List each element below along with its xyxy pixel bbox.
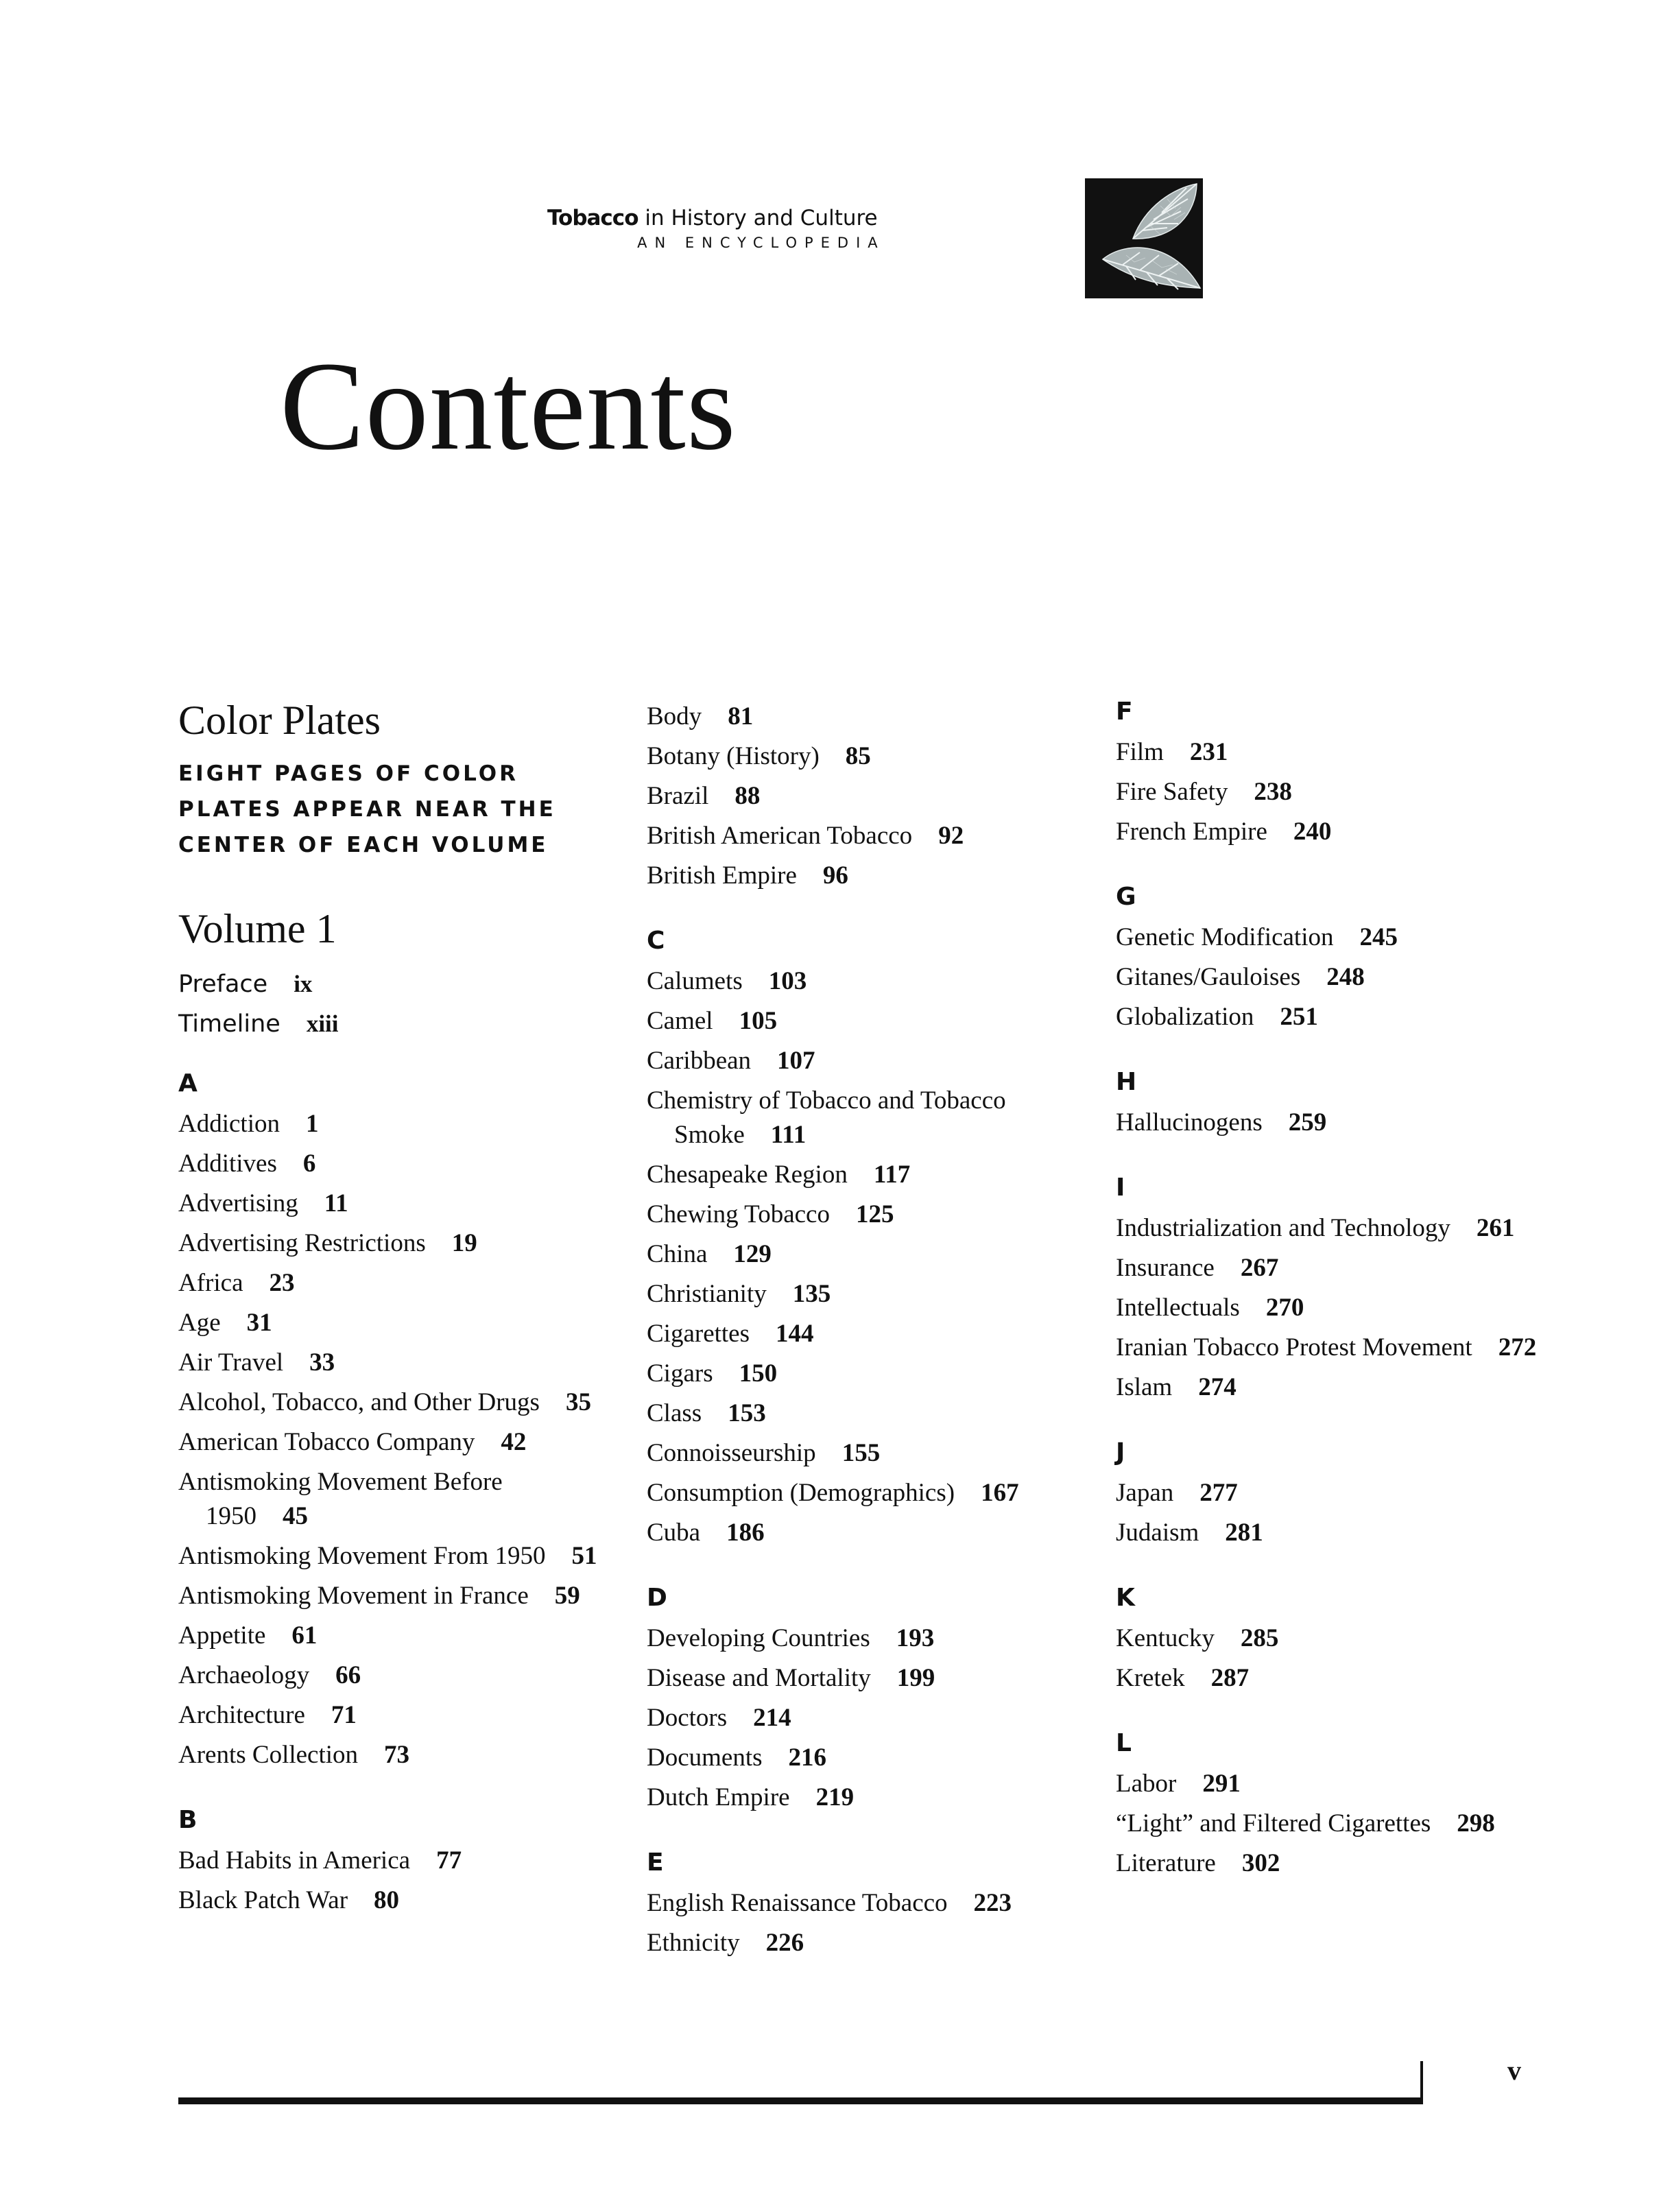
entry-title: Doctors	[647, 1704, 728, 1732]
entry-title: Genetic Modification	[1116, 923, 1334, 951]
series-title	[547, 206, 878, 230]
entry-title: Iranian Tobacco Protest Movement	[1116, 1333, 1472, 1361]
entry-title: Class	[647, 1399, 702, 1427]
entry-page: 105	[739, 1007, 778, 1035]
entry-page: 88	[735, 782, 761, 810]
entry-title: Developing Countries	[647, 1624, 870, 1652]
toc-entry[interactable]	[647, 1004, 1072, 1038]
section-letter-j: J	[1116, 1438, 1125, 1466]
toc-entry[interactable]	[178, 1306, 604, 1340]
toc-entry[interactable]	[1116, 1106, 1541, 1140]
toc-entry[interactable]	[1116, 920, 1541, 955]
toc-entry[interactable]	[1116, 735, 1541, 770]
section-letter-e: E	[647, 1848, 664, 1877]
series-subtitle: AN ENCYCLOPEDIA	[637, 235, 885, 251]
entry-title: Chesapeake Region	[647, 1161, 848, 1189]
entry-title: Industrialization and Technology	[1116, 1214, 1450, 1242]
entry-page: 298	[1457, 1809, 1495, 1838]
toc-entry[interactable]	[1116, 1370, 1541, 1405]
prelim-title: Preface	[178, 971, 268, 998]
entry-title: British Empire	[647, 861, 797, 890]
entry-title: Antismoking Movement in France	[178, 1582, 529, 1610]
entry-title: Body	[647, 702, 702, 730]
toc-entry[interactable]	[647, 1621, 1072, 1656]
entry-page: 291	[1202, 1770, 1241, 1798]
entry-title: Japan	[1116, 1479, 1174, 1507]
toc-entry[interactable]	[178, 1187, 604, 1221]
entry-title: Kentucky	[1116, 1624, 1215, 1652]
toc-entry[interactable]	[1116, 775, 1541, 809]
leaf-logo	[1085, 178, 1203, 298]
entry-page: 59	[554, 1582, 580, 1610]
entry-page: 23	[269, 1269, 295, 1297]
series-title-rest: in History and Culture	[645, 206, 878, 230]
toc-entry[interactable]	[647, 964, 1072, 999]
entry-page: 35	[565, 1388, 591, 1416]
entry-page: 267	[1240, 1254, 1279, 1282]
toc-entry[interactable]	[647, 1044, 1072, 1078]
toc-entry[interactable]	[1116, 1621, 1541, 1656]
toc-entry[interactable]	[647, 700, 1072, 734]
entry-title: Arents Collection	[178, 1741, 359, 1769]
toc-entry[interactable]	[1116, 1331, 1541, 1365]
entry-title: Globalization	[1116, 1003, 1254, 1031]
toc-entry[interactable]	[647, 1781, 1072, 1815]
toc-entry[interactable]	[1116, 815, 1541, 849]
entry-page: 6	[302, 1150, 316, 1178]
entry-title: Literature	[1116, 1849, 1216, 1877]
toc-entry[interactable]	[178, 1698, 604, 1733]
entry-page: 81	[728, 702, 754, 730]
entry-title: China	[647, 1240, 708, 1268]
entry-title: Intellectuals	[1116, 1294, 1240, 1322]
toc-entry[interactable]	[1116, 1211, 1541, 1246]
toc-entry[interactable]	[1116, 1291, 1541, 1325]
entry-page: 272	[1498, 1333, 1537, 1361]
entry-page: 19	[451, 1229, 477, 1257]
toc-entry[interactable]	[1116, 1000, 1541, 1034]
entry-page: 111	[770, 1121, 807, 1149]
entry-list	[178, 1844, 604, 1918]
entry-title: Alcohol, Tobacco, and Other Drugs	[178, 1388, 540, 1416]
toc-entry[interactable]	[647, 819, 1072, 853]
toc-entry[interactable]	[1116, 960, 1541, 995]
entry-title: Calumets	[647, 967, 743, 995]
entry-title: Christianity	[647, 1280, 767, 1308]
entry-page: 61	[291, 1621, 318, 1650]
section-letter-h: H	[1116, 1068, 1137, 1096]
entry-page: 261	[1476, 1214, 1515, 1242]
entry-title: Fire Safety	[1116, 778, 1228, 806]
entry-title: Kretek	[1116, 1664, 1185, 1692]
entry-title: Africa	[178, 1269, 243, 1297]
entry-list	[647, 1621, 1072, 1815]
entry-page: 73	[384, 1741, 410, 1769]
entry-list	[647, 964, 1072, 1550]
entry-page: 96	[822, 861, 848, 890]
entry-list	[1116, 1476, 1541, 1550]
entry-title: Ethnicity	[647, 1929, 740, 1957]
section-letter-k: K	[1116, 1584, 1135, 1612]
entry-list	[1116, 920, 1541, 1034]
entry-page: 45	[283, 1502, 308, 1530]
entry-title: American Tobacco Company	[178, 1428, 475, 1456]
section-letter-i: I	[1116, 1174, 1125, 1202]
entry-title: Camel	[647, 1007, 713, 1035]
entry-page: 33	[309, 1348, 335, 1377]
toc-entry[interactable]	[647, 739, 1072, 774]
toc-entry[interactable]	[178, 1425, 604, 1460]
toc-entry[interactable]	[178, 1883, 604, 1918]
entry-page: 277	[1199, 1479, 1238, 1507]
toc-entry[interactable]	[178, 1579, 604, 1613]
toc-entry[interactable]	[178, 1107, 604, 1141]
toc-entry[interactable]	[647, 1476, 1072, 1510]
entry-title: Gitanes/Gauloises	[1116, 963, 1301, 991]
section-letter-b: B	[178, 1806, 198, 1834]
entry-title: Archaeology	[178, 1661, 310, 1689]
entry-title: Black Patch War	[178, 1886, 348, 1914]
entry-page: 281	[1225, 1519, 1263, 1547]
entry-list	[647, 1886, 1072, 1960]
toc-entry[interactable]	[647, 1317, 1072, 1351]
prelim-title: Timeline	[178, 1010, 280, 1038]
entry-page: 31	[246, 1309, 272, 1337]
entry-title: Antismoking Movement From 1950	[178, 1542, 546, 1570]
entry-title: British American Tobacco	[647, 822, 913, 850]
entry-title: Advertising Restrictions	[178, 1229, 426, 1257]
entry-page: 223	[973, 1889, 1012, 1917]
toc-entry[interactable]	[1116, 1846, 1541, 1881]
entry-title: Age	[178, 1309, 221, 1337]
entry-title: Air Travel	[178, 1348, 284, 1377]
volume-heading: Volume 1	[178, 906, 337, 951]
entry-title: Botany (History)	[647, 742, 820, 770]
entry-page: 150	[739, 1359, 778, 1388]
entry-page: 240	[1293, 818, 1332, 846]
entry-title: Film	[1116, 738, 1164, 766]
entry-page: 226	[765, 1929, 804, 1957]
entry-page: 193	[896, 1624, 935, 1652]
entry-page: 71	[331, 1701, 357, 1729]
prelim-page: xiii	[306, 1010, 339, 1037]
color-plates-line: CENTER OF EACH VOLUME	[178, 833, 549, 857]
entry-title: Disease and Mortality	[647, 1664, 871, 1692]
entry-list	[1116, 1106, 1541, 1140]
entry-page: 270	[1265, 1294, 1304, 1322]
entry-list	[1116, 735, 1541, 849]
toc-entry[interactable]	[1116, 1807, 1541, 1841]
toc-entry[interactable]	[647, 1701, 1072, 1735]
toc-entry[interactable]	[1116, 1251, 1541, 1285]
toc-entry[interactable]	[178, 1738, 604, 1772]
toc-entry[interactable]	[178, 1226, 604, 1261]
entry-title: Dutch Empire	[647, 1783, 790, 1811]
entry-title: Connoisseurship	[647, 1439, 816, 1467]
toc-entry[interactable]	[647, 1237, 1072, 1272]
entry-page: 129	[733, 1240, 772, 1268]
toc-entry[interactable]	[647, 779, 1072, 813]
entry-title: Caribbean	[647, 1047, 752, 1075]
entry-page: 107	[777, 1047, 815, 1075]
entry-title: Bad Habits in America	[178, 1846, 411, 1875]
section-letter-f: F	[1116, 698, 1133, 726]
entry-page: 199	[896, 1664, 935, 1692]
toc-entry[interactable]	[647, 1661, 1072, 1696]
bottom-rule	[178, 2097, 1423, 2104]
entry-title: English Renaissance Tobacco	[647, 1889, 948, 1917]
toc-entry[interactable]	[647, 1516, 1072, 1550]
toc-entry[interactable]	[647, 1926, 1072, 1960]
toc-entry[interactable]	[647, 1357, 1072, 1391]
toc-entry[interactable]	[1116, 1516, 1541, 1550]
entry-title: “Light” and Filtered Cigarettes	[1116, 1809, 1431, 1838]
entry-page: 216	[788, 1744, 827, 1772]
entry-page: 251	[1280, 1003, 1318, 1031]
entry-page: 144	[776, 1320, 814, 1348]
entry-page: 103	[768, 967, 807, 995]
toc-entry[interactable]	[647, 1396, 1072, 1431]
entry-title: Advertising	[178, 1189, 298, 1217]
bottom-rule-tick	[1420, 2061, 1423, 2104]
page-number: v	[1507, 2055, 1521, 2086]
toc-entry[interactable]	[647, 1741, 1072, 1775]
toc-entry[interactable]	[178, 1386, 604, 1420]
entry-title: Insurance	[1116, 1254, 1215, 1282]
entry-page: 167	[981, 1479, 1019, 1507]
prelim-item[interactable]	[178, 964, 604, 1004]
toc-entry[interactable]	[178, 1266, 604, 1300]
column-1	[178, 700, 604, 1953]
toc-entry[interactable]	[1116, 1767, 1541, 1801]
entry-list	[1116, 1211, 1541, 1405]
entry-title: French Empire	[1116, 818, 1267, 846]
toc-entry[interactable]	[1116, 1476, 1541, 1510]
entry-title: Cigars	[647, 1359, 713, 1388]
toc-entry[interactable]	[178, 1619, 604, 1653]
column-2	[647, 700, 1072, 1996]
entry-page: 302	[1241, 1849, 1280, 1877]
entry-title: Cuba	[647, 1519, 701, 1547]
entry-page: 66	[335, 1661, 361, 1689]
toc-entry[interactable]	[1116, 1661, 1541, 1696]
toc-entry[interactable]	[647, 1886, 1072, 1920]
section-letter-c: C	[647, 927, 665, 955]
entry-page: 248	[1326, 963, 1365, 991]
entry-page: 274	[1198, 1373, 1237, 1401]
entry-page: 153	[728, 1399, 766, 1427]
toc-entry[interactable]	[647, 859, 1072, 893]
entry-title: Additives	[178, 1150, 277, 1178]
color-plates-line: PLATES APPEAR NEAR THE	[178, 797, 556, 822]
toc-entry[interactable]	[647, 1084, 1072, 1152]
entry-page: 285	[1240, 1624, 1279, 1652]
toc-entry[interactable]	[647, 1436, 1072, 1471]
entry-title: Brazil	[647, 782, 709, 810]
section-letter-l: L	[1116, 1729, 1132, 1757]
entry-page: 231	[1189, 738, 1228, 766]
entry-page: 245	[1359, 923, 1398, 951]
entry-page: 219	[815, 1783, 855, 1811]
section-letter-a: A	[178, 1069, 198, 1097]
toc-entry[interactable]	[647, 1198, 1072, 1232]
prelim-page: ix	[294, 971, 313, 997]
toc-entry[interactable]	[647, 1277, 1072, 1311]
entry-title: Addiction	[178, 1110, 280, 1138]
entry-page: 51	[571, 1542, 597, 1570]
entry-list	[1116, 1767, 1541, 1881]
entry-page: 117	[873, 1161, 911, 1189]
entry-page: 186	[726, 1519, 765, 1547]
toc-entry[interactable]	[647, 1158, 1072, 1192]
entry-title: Labor	[1116, 1770, 1177, 1798]
entry-title: Cigarettes	[647, 1320, 750, 1348]
entry-page: 1	[305, 1110, 319, 1138]
section-letter-g: G	[1116, 883, 1136, 911]
toc-entry[interactable]	[178, 1539, 604, 1573]
entry-title: Consumption (Demographics)	[647, 1479, 955, 1507]
entry-title: Appetite	[178, 1621, 266, 1650]
entry-title: Documents	[647, 1744, 763, 1772]
color-plates-heading: Color Plates	[178, 698, 381, 743]
color-plates-line: EIGHT PAGES OF COLOR	[178, 761, 518, 786]
entry-page: 155	[841, 1439, 881, 1467]
entry-list	[1116, 1621, 1541, 1696]
toc-entry[interactable]	[178, 1658, 604, 1693]
entry-page: 238	[1254, 778, 1292, 806]
entry-title: Chemistry of Tobacco and Tobacco Smoke	[647, 1086, 1006, 1149]
entry-page: 259	[1288, 1108, 1327, 1137]
leaf-icon	[1085, 178, 1203, 298]
prelim-item[interactable]	[178, 1004, 604, 1044]
color-plates-note	[178, 756, 604, 863]
entry-title: Antismoking Movement Before 1950	[178, 1468, 503, 1530]
toc-entry[interactable]	[178, 1465, 604, 1534]
entry-page: 80	[374, 1886, 400, 1914]
entry-list	[647, 700, 1072, 893]
entry-page: 77	[436, 1846, 462, 1875]
entry-title: Architecture	[178, 1701, 305, 1729]
toc-entry[interactable]	[178, 1844, 604, 1878]
entry-page: 85	[845, 742, 871, 770]
column-3	[1116, 700, 1541, 1916]
entry-page: 125	[855, 1200, 894, 1228]
entry-title: Islam	[1116, 1373, 1173, 1401]
entry-page: 11	[324, 1189, 348, 1217]
series-title-bold: Tobacco	[547, 206, 638, 230]
entry-page: 287	[1210, 1664, 1250, 1692]
entry-page: 42	[501, 1428, 527, 1456]
entry-title: Hallucinogens	[1116, 1108, 1263, 1137]
series-header	[547, 206, 885, 251]
page-title: Contents	[280, 336, 737, 477]
toc-entry[interactable]	[178, 1147, 604, 1181]
toc-entry[interactable]	[178, 1346, 604, 1380]
entry-page: 135	[792, 1280, 831, 1308]
entry-list	[178, 1107, 604, 1772]
entry-title: Judaism	[1116, 1519, 1199, 1547]
section-letter-d: D	[647, 1584, 667, 1612]
entry-page: 92	[938, 822, 964, 850]
entry-title: Chewing Tobacco	[647, 1200, 830, 1228]
entry-page: 214	[753, 1704, 791, 1732]
